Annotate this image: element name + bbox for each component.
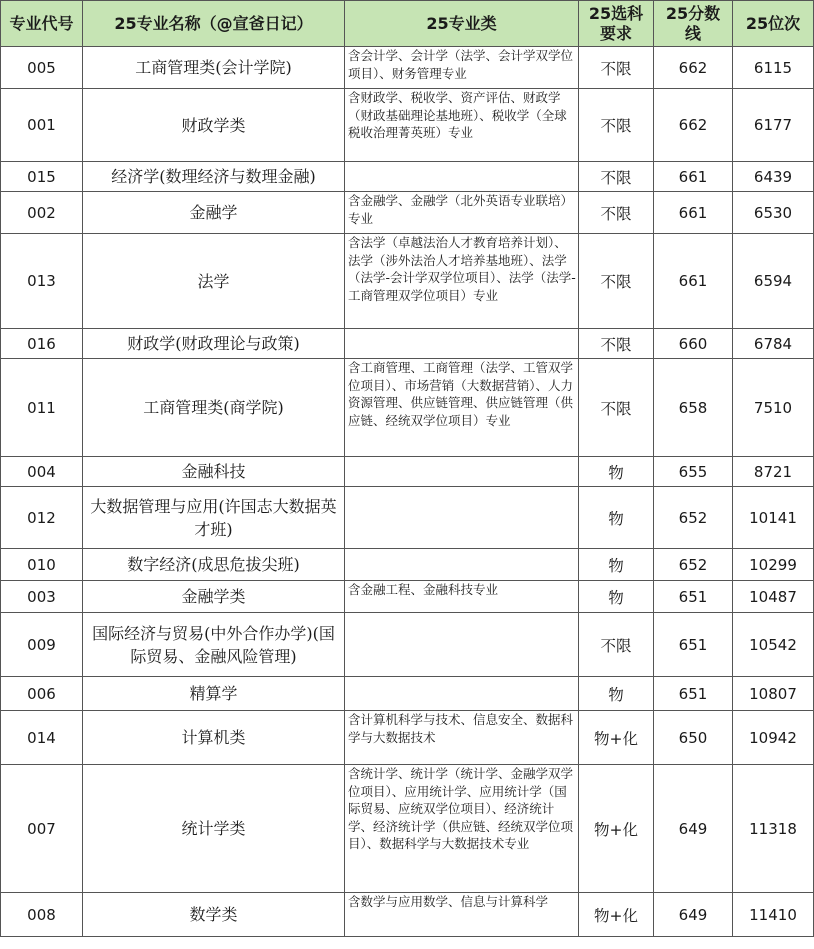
major-category: 含财政学、税收学、资产评估、财政学（财政基础理论基地班）、税收学（全球税收治理菁英班）专业 <box>345 89 579 162</box>
subject-requirement: 物+化 <box>579 765 654 893</box>
table-row <box>1 711 814 765</box>
major-code: 015 <box>1 162 83 192</box>
major-category: 含金融学、金融学（北外英语专业联培）专业 <box>345 192 579 234</box>
major-name: 金融学类 <box>83 581 345 613</box>
major-code: 010 <box>1 549 83 581</box>
cutoff-score: 661 <box>654 192 733 234</box>
cutoff-rank: 10542 <box>733 613 814 677</box>
major-category: 含统计学、统计学（统计学、金融学双学位项目）、应用统计学、应用统计学（国际贸易、应统双学位项目）、经济统计学、经济统计学（供应链、经统双学位项目）、数据科学与大数据技术专业 <box>345 765 579 893</box>
major-name: 金融科技 <box>83 457 345 487</box>
cutoff-rank: 8721 <box>733 457 814 487</box>
subject-requirement: 物 <box>579 457 654 487</box>
cutoff-score: 661 <box>654 234 733 329</box>
table-row <box>1 581 814 613</box>
cutoff-rank: 10141 <box>733 487 814 549</box>
major-code: 006 <box>1 677 83 711</box>
cutoff-rank: 10299 <box>733 549 814 581</box>
cutoff-rank: 6594 <box>733 234 814 329</box>
cutoff-rank: 6530 <box>733 192 814 234</box>
subject-requirement: 不限 <box>579 89 654 162</box>
cutoff-score: 652 <box>654 549 733 581</box>
cutoff-rank: 6784 <box>733 329 814 359</box>
cutoff-score: 658 <box>654 359 733 457</box>
header-category: 25专业类 <box>345 1 579 47</box>
major-code: 016 <box>1 329 83 359</box>
major-name: 数学类 <box>83 893 345 937</box>
table-row <box>1 47 814 89</box>
table-row <box>1 234 814 329</box>
subject-requirement: 物 <box>579 549 654 581</box>
major-category: 含会计学、会计学（法学、会计学双学位项目）、财务管理专业 <box>345 47 579 89</box>
major-name: 大数据管理与应用(许国志大数据英才班) <box>83 487 345 549</box>
subject-requirement: 物 <box>579 581 654 613</box>
major-category: 含法学（卓越法治人才教育培养计划）、法学（涉外法治人才培养基地班）、法学（法学-会计学双学位项目）、法学（法学-工商管理双学位项目）专业 <box>345 234 579 329</box>
table-row <box>1 765 814 893</box>
major-name: 数字经济(成思危拔尖班) <box>83 549 345 581</box>
major-code: 002 <box>1 192 83 234</box>
major-code: 007 <box>1 765 83 893</box>
subject-requirement: 不限 <box>579 162 654 192</box>
cutoff-score: 662 <box>654 47 733 89</box>
cutoff-score: 651 <box>654 581 733 613</box>
table-row <box>1 893 814 937</box>
cutoff-rank: 10487 <box>733 581 814 613</box>
major-name: 法学 <box>83 234 345 329</box>
subject-requirement: 物 <box>579 487 654 549</box>
major-name: 精算学 <box>83 677 345 711</box>
cutoff-score: 651 <box>654 677 733 711</box>
major-category <box>345 487 579 549</box>
major-code: 008 <box>1 893 83 937</box>
cutoff-score: 651 <box>654 613 733 677</box>
major-category: 含工商管理、工商管理（法学、工管双学位项目）、市场营销（大数据营销）、人力资源管理、供应链管理、供应链管理（供应链、经统双学位项目）专业 <box>345 359 579 457</box>
subject-requirement: 物+化 <box>579 711 654 765</box>
major-code: 013 <box>1 234 83 329</box>
major-category <box>345 613 579 677</box>
table-row <box>1 613 814 677</box>
major-code: 001 <box>1 89 83 162</box>
major-category: 含计算机科学与技术、信息安全、数据科学与大数据技术 <box>345 711 579 765</box>
cutoff-rank: 7510 <box>733 359 814 457</box>
cutoff-rank: 11318 <box>733 765 814 893</box>
major-name: 工商管理类(会计学院) <box>83 47 345 89</box>
major-name: 计算机类 <box>83 711 345 765</box>
major-code: 009 <box>1 613 83 677</box>
subject-requirement: 物+化 <box>579 893 654 937</box>
major-category <box>345 549 579 581</box>
major-name: 财政学类 <box>83 89 345 162</box>
cutoff-rank: 6439 <box>733 162 814 192</box>
major-category <box>345 677 579 711</box>
subject-requirement: 不限 <box>579 47 654 89</box>
table-row <box>1 329 814 359</box>
major-name: 统计学类 <box>83 765 345 893</box>
cutoff-rank: 11410 <box>733 893 814 937</box>
major-category: 含数学与应用数学、信息与计算科学 <box>345 893 579 937</box>
cutoff-score: 649 <box>654 893 733 937</box>
table-row <box>1 162 814 192</box>
subject-requirement: 物 <box>579 677 654 711</box>
cutoff-rank: 6177 <box>733 89 814 162</box>
table-row <box>1 677 814 711</box>
table-row <box>1 359 814 457</box>
cutoff-score: 662 <box>654 89 733 162</box>
major-name: 经济学(数理经济与数理金融) <box>83 162 345 192</box>
cutoff-score: 652 <box>654 487 733 549</box>
major-category <box>345 162 579 192</box>
major-code: 011 <box>1 359 83 457</box>
subject-requirement: 不限 <box>579 613 654 677</box>
major-category: 含金融工程、金融科技专业 <box>345 581 579 613</box>
header-code: 专业代号 <box>1 1 83 47</box>
header-name: 25专业名称（@宣爸日记） <box>83 1 345 47</box>
subject-requirement: 不限 <box>579 192 654 234</box>
major-category <box>345 329 579 359</box>
major-code: 005 <box>1 47 83 89</box>
cutoff-rank: 10807 <box>733 677 814 711</box>
table-row <box>1 192 814 234</box>
subject-requirement: 不限 <box>579 359 654 457</box>
table-row <box>1 487 814 549</box>
cutoff-score: 661 <box>654 162 733 192</box>
major-name: 金融学 <box>83 192 345 234</box>
major-code: 003 <box>1 581 83 613</box>
cutoff-rank: 6115 <box>733 47 814 89</box>
cutoff-score: 650 <box>654 711 733 765</box>
major-name: 工商管理类(商学院) <box>83 359 345 457</box>
major-code: 012 <box>1 487 83 549</box>
major-code: 004 <box>1 457 83 487</box>
table-row <box>1 549 814 581</box>
major-code: 014 <box>1 711 83 765</box>
subject-requirement: 不限 <box>579 234 654 329</box>
header-row <box>1 1 814 47</box>
cutoff-score: 649 <box>654 765 733 893</box>
cutoff-rank: 10942 <box>733 711 814 765</box>
subject-requirement: 不限 <box>579 329 654 359</box>
major-name: 财政学(财政理论与政策) <box>83 329 345 359</box>
table-row <box>1 89 814 162</box>
header-rank: 25位次 <box>733 1 814 47</box>
table-row <box>1 457 814 487</box>
header-score: 25分数线 <box>654 1 733 47</box>
major-category <box>345 457 579 487</box>
cutoff-score: 660 <box>654 329 733 359</box>
major-name: 国际经济与贸易(中外合作办学)(国际贸易、金融风险管理) <box>83 613 345 677</box>
cutoff-score: 655 <box>654 457 733 487</box>
header-requirement: 25选科要求 <box>579 1 654 47</box>
